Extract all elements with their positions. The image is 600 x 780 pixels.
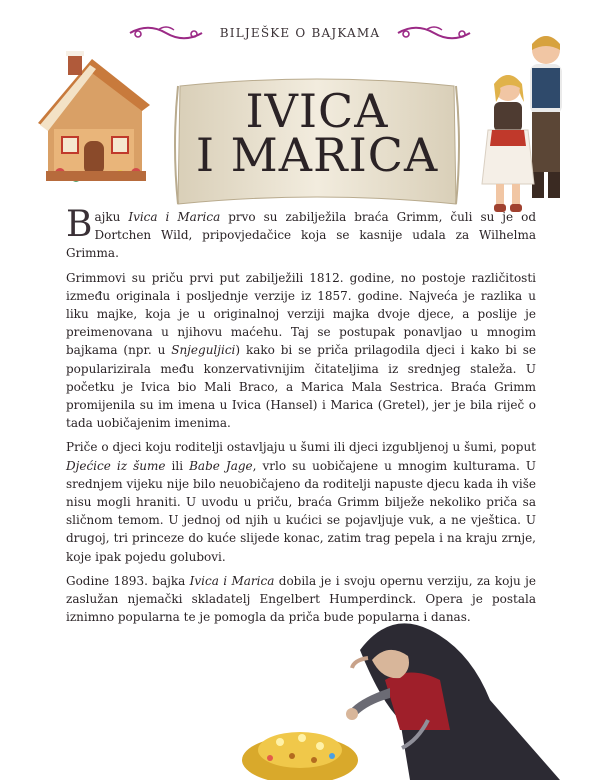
witch-with-gold-illustration [240,610,600,780]
book-title-reference: Ivica i Marica [189,573,275,588]
story-title-line-1: IVICA [245,84,389,138]
paragraph-3-text-b: ili [165,458,190,473]
book-title-reference: Babe Jage [189,458,253,473]
paragraph-3-text-c: , vrlo su uobičajene u mnogim kulturama. U srednjem vijeku nije bilo neuobičajeno da roditelji napuste djecu kada ih više nisu mogli hraniti. U uvodu u priču, braća Grimm bilježe nekoliko priča sa sličnom temom. U jednoj od njih u kućici se pojavljuje vuk, a ne vještica. U drugoj, tri princeze do kuće slijede konac, zatim trag pepela i na kraju zrnje, koje ipak pojedu golubovi. [66,458,536,564]
drop-cap: B [66,204,93,245]
right-flourish-ornament [396,24,472,42]
paragraph-1-text-a: ajku [94,210,129,224]
book-title-reference: Snjeguljici [171,343,236,358]
story-title-line-2: I MARICA [195,128,439,182]
paragraph-3 [66,438,536,565]
paragraph-2 [66,269,536,433]
hansel-gretel-illustration [470,22,580,222]
paragraph-4-text-b: dobila je i svoju opernu verziju, za koju je zaslužan njemački skladatelj Engelbert Humperdinck. Opera je postala iznimno popularna te je pomogla da priča bude popularna i danas. [66,573,536,625]
paragraph-2-text-a: Grimmovi su priču prvi put zabilježili 1812. godine, no postoje različitosti između originala i posljednje verzije iz 1857. godine. Najveća je razlika u liku majke, koja je u originalnoj verziji majka dvoje djece, a poslije je preimenovana u njihovu maćehu. Taj se postupak ponavljao u mnogim bajkama (npr. u [66,270,536,358]
paragraph-4-text-a: Godine 1893. bajka [66,573,190,588]
paragraph-3-text-a: Priče o djeci koju roditelji ostavljaju u šumi ili djeci izgubljenoj u šumi, poput [66,440,536,455]
paragraph-1-text-b: prvo su zabilježila braća Grimm, čuli su je od Dortchen Wild, pripovjedačice koja se kasnije udala za Wilhelma Grimma. [66,210,536,261]
article-body [66,204,536,632]
paragraph-1 [66,204,536,263]
book-title-reference: Ivica i Marica [128,210,221,224]
book-title-reference: Djećice iz šume [66,458,166,473]
section-heading: BILJEŠKE O BAJKAMA [219,26,381,40]
gingerbread-house-illustration [30,45,160,195]
paragraph-2-text-b: ) kako bi se priča prilagodila djeci i kako bi se popularizirala među konzervativnijim čitateljima iz srednjeg staleža. U početku je Ivica bio Mali Braco, a Marica Mala Sestrica. Braća Grimm promijenila su im imena u Ivica (Hansel) i Marica (Gretel), jer je bila riječ o tada uobičajenim imenima. [66,343,536,431]
